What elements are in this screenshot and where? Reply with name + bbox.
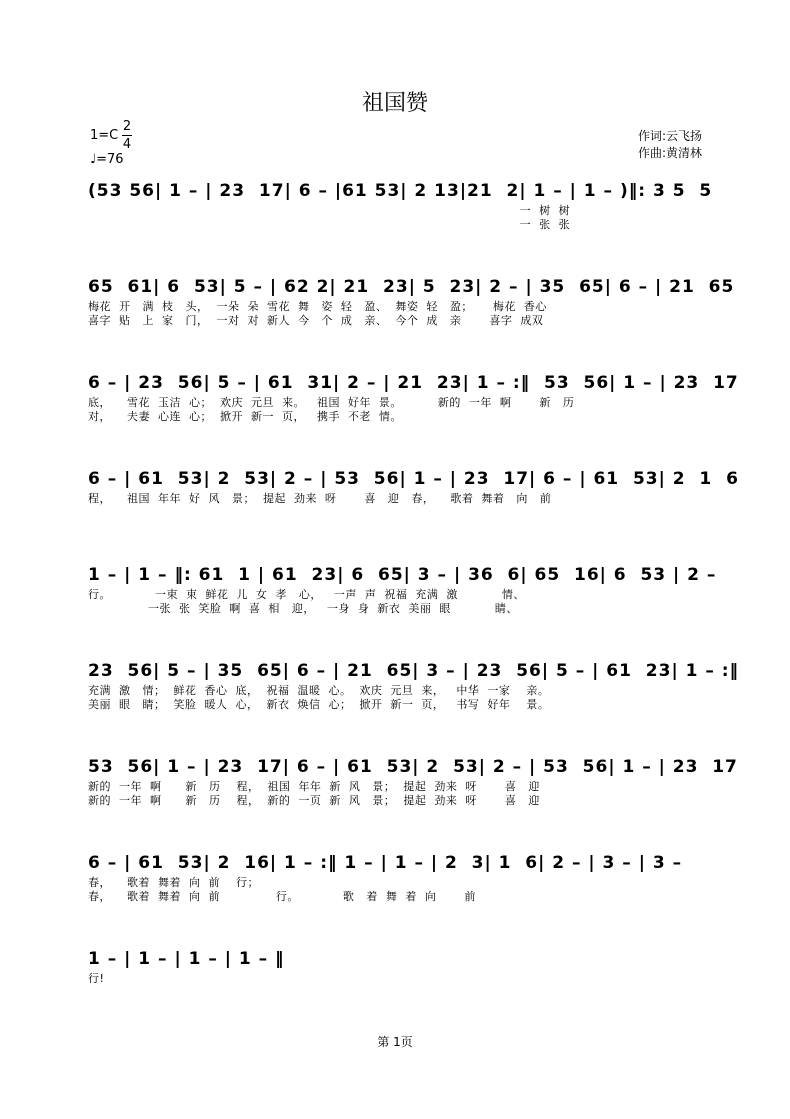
score-row <box>88 562 748 616</box>
score-title: 祖国赞 <box>361 91 428 116</box>
notation-line: 1 – | 1 – ‖: 61 1 | 61 23| 6 65| 3 – | 36 6| 65 16| 6 53 | 2 – <box>88 565 717 585</box>
lyric-verse-1: 新的 一年 啊 新 历 程， 祖国 年年 新 风 景； 提起 劲来 呀 喜 迎 <box>88 780 540 793</box>
lyric-verse-1: 行。 一束 束 鲜花 儿 女 孝 心， 一声 声 祝福 充满 激 情、 <box>88 588 525 601</box>
lyric-verse-2: 对， 夫妻 心连 心； 掀开 新一 页， 携手 不老 情。 <box>88 410 402 423</box>
lyric-verse-2: 一 张 张 <box>88 218 571 231</box>
composer-credit: 作曲:黄清林 <box>638 146 703 160</box>
time-signature-top: 2 <box>122 119 132 134</box>
notation-line: 6 – | 61 53| 2 16| 1 – :‖ 1 – | 1 – | 2 3| 1 6| 2 – | 3 – | 3 – <box>88 853 683 873</box>
notation-line: 53 56| 1 – | 23 17| 6 – | 61 53| 2 53| 2 – | 53 56| 1 – | 23 17 <box>88 757 738 777</box>
credits <box>638 128 702 162</box>
score-row <box>88 466 748 506</box>
notation-line: 6 – | 61 53| 2 53| 2 – | 53 56| 1 – | 23 17| 6 – | 61 53| 2 1 6 <box>88 469 739 489</box>
lyric-verse-1: 程， 祖国 年年 好 风 景； 提起 劲来 呀 喜 迎 春， 歌着 舞着 向 前 <box>88 492 552 505</box>
notation-line: 6 – | 23 56| 5 – | 61 31| 2 – | 21 23| 1 – :‖ 53 56| 1 – | 23 17 <box>88 373 739 393</box>
notation-line: 1 – | 1 – | 1 – | 1 – ‖ <box>88 949 285 969</box>
key-signature: 1=C <box>90 128 119 143</box>
lyric-verse-2: 美丽 眼 睛； 笑脸 暖人 心， 新衣 焕信 心； 掀开 新一 页， 书写 好年 景。 <box>88 698 550 711</box>
score-row <box>88 370 748 424</box>
time-signature-bottom: 4 <box>122 137 132 152</box>
lyric-verse-1: 一 树 树 <box>88 204 571 217</box>
tempo-marking: ♩=76 <box>90 152 124 167</box>
page-number: 第 1页 <box>377 1035 413 1049</box>
lyric-verse-1: 充满 激 情； 鲜花 香心 底， 祝福 温暖 心。 欢庆 元旦 来， 中华 一家 亲。 <box>88 684 550 697</box>
score-row <box>88 754 748 808</box>
lyric-verse-2: 喜字 贴 上 家 门， 一对 对 新人 今 个 成 亲、 今个 成 亲 喜字 成双 <box>88 314 544 327</box>
score-row <box>88 178 748 232</box>
lyric-verse-1: 春， 歌着 舞着 向 前 行； <box>88 876 259 889</box>
score-row <box>88 658 748 712</box>
score-row <box>88 946 748 986</box>
time-signature <box>122 118 132 153</box>
lyric-verse-1: 底， 雪花 玉洁 心； 欢庆 元旦 来。 祖国 好年 景。 新的 一年 啊 新 历 <box>88 396 575 409</box>
notation-line: 65 61| 6 53| 5 – | 62 2| 21 23| 5 23| 2 – | 35 65| 6 – | 21 65 <box>88 277 735 297</box>
notation-line: (53 56| 1 – | 23 17| 6 – |61 53| 2 13|21 2| 1 – | 1 – )‖: 3 5 5 <box>88 181 713 201</box>
score-row <box>88 850 748 904</box>
notation-line: 23 56| 5 – | 35 65| 6 – | 21 65| 3 – | 23 56| 5 – | 61 23| 1 – :‖ <box>88 661 740 681</box>
lyric-verse-2: 春， 歌着 舞着 向 前 行。 歌 着 舞 着 向 前 <box>88 890 476 903</box>
lyric-verse-2: 新的 一年 啊 新 历 程， 新的 一页 新 风 景； 提起 劲来 呀 喜 迎 <box>88 794 540 807</box>
lyric-verse-2: 一张 张 笑脸 啊 喜 相 迎， 一身 身 新衣 美丽 眼 睛、 <box>88 602 518 615</box>
lyric-verse-2: 行! <box>88 972 105 985</box>
lyric-verse-1: 梅花 开 满 枝 头， 一朵 朵 雪花 舞 姿 轻 盈、 舞姿 轻 盈； 梅花 香心 <box>88 300 547 313</box>
lyricist-credit: 作词:云飞扬 <box>638 129 703 143</box>
score-row <box>88 274 748 328</box>
